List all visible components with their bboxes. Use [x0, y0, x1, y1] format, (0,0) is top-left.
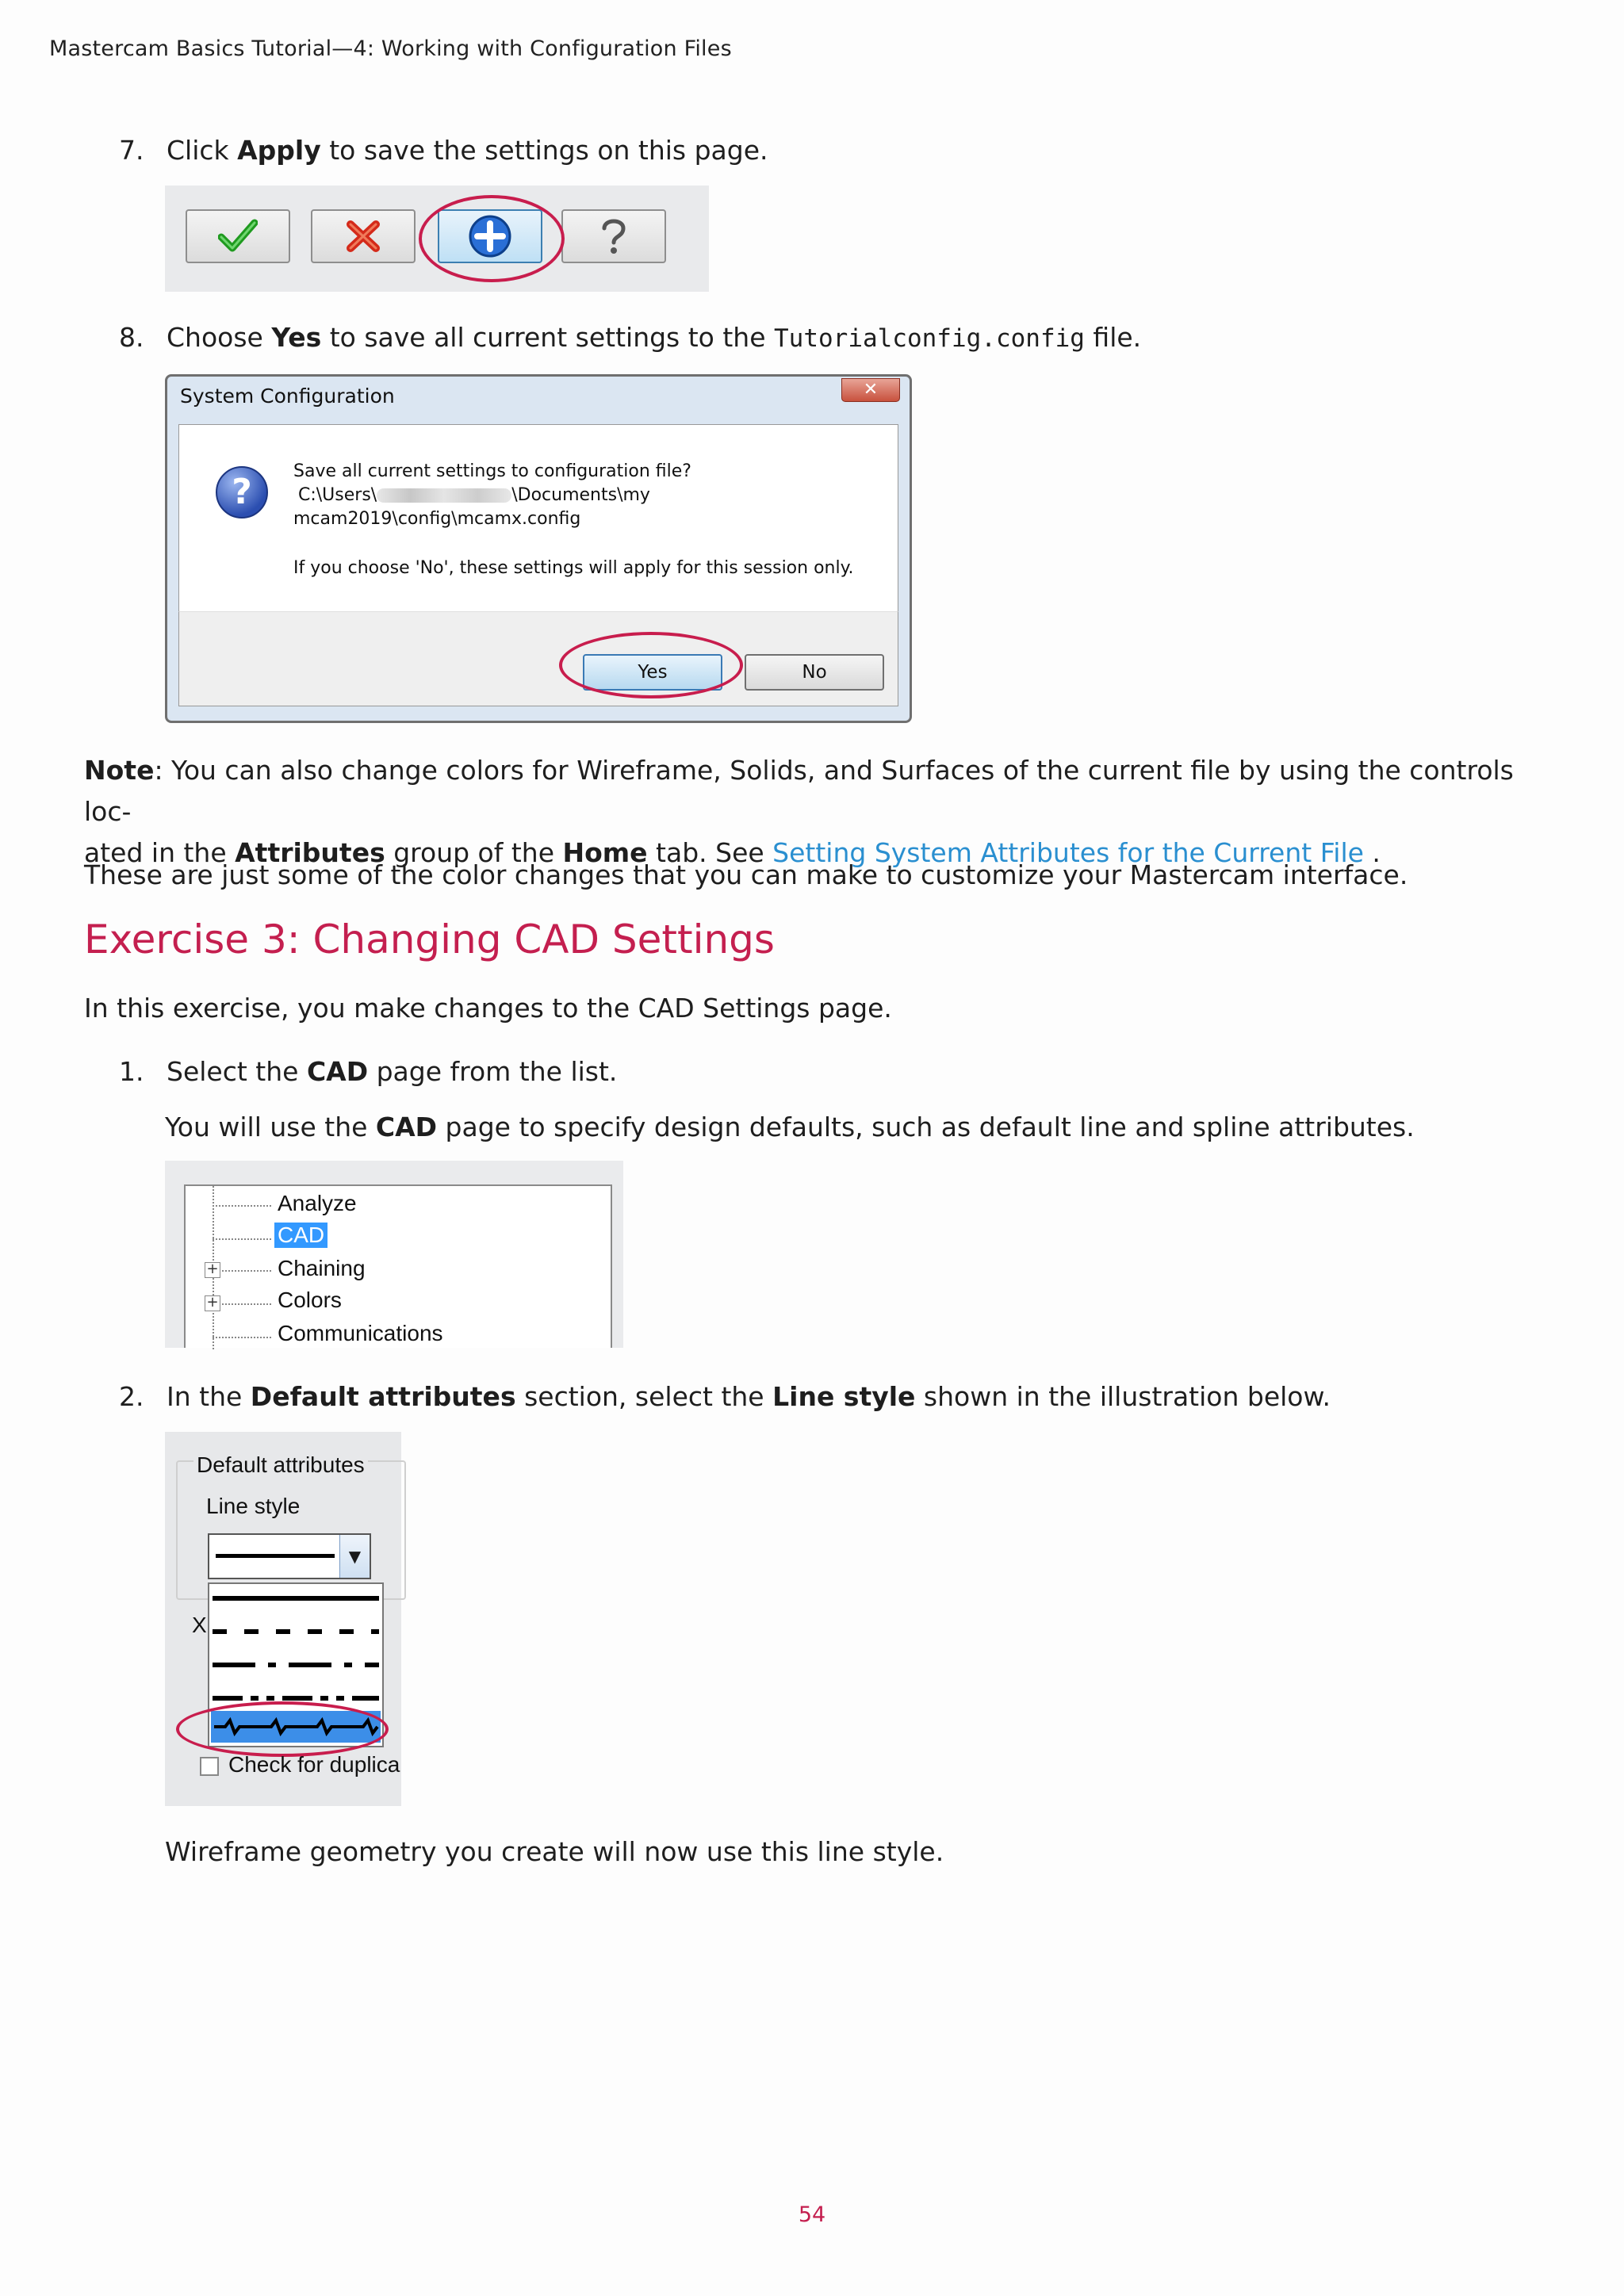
question-icon: ?	[216, 466, 268, 519]
solid-line-preview	[216, 1554, 335, 1558]
path-end: \Documents\my	[511, 485, 650, 505]
step-text: page from the list.	[368, 1056, 618, 1087]
dialog-message-line: mcam2019\config\mcamx.config	[293, 509, 581, 529]
line-style-screenshot	[165, 1432, 401, 1806]
tree-connector	[213, 1205, 271, 1207]
running-header: Mastercam Basics Tutorial—4: Working with Configuration Files	[49, 36, 732, 61]
cancel-x-icon	[344, 218, 382, 254]
dialog-message-line: If you choose 'No', these settings will apply for this session only.	[293, 558, 854, 578]
tree-item-analyze[interactable]: Analyze	[278, 1191, 357, 1215]
tree-connector	[213, 1238, 271, 1240]
redacted-username	[377, 488, 511, 503]
tree-item-communications[interactable]: Communications	[278, 1321, 443, 1345]
tree-connector	[213, 1303, 271, 1305]
highlight-circle	[176, 1701, 389, 1757]
field-label: Line style	[206, 1494, 301, 1518]
dialog-toolbar-screenshot	[165, 186, 709, 292]
filename-code: Tutorialconfig.config	[774, 324, 1085, 353]
step-1	[119, 1051, 617, 1093]
note-text: : You can also change colors for Wireframe, Solids, and Surfaces of the current file by using the controls loc-	[84, 755, 1514, 827]
step-number: 8.	[119, 322, 144, 353]
step-text: You will use the	[165, 1112, 376, 1142]
step-text: to save the settings on this page.	[320, 135, 768, 166]
tree-connector	[213, 1337, 271, 1338]
ok-check-icon	[218, 218, 258, 254]
step-text: Select the	[167, 1056, 307, 1087]
step-text: section, select the	[515, 1381, 773, 1412]
step-2	[119, 1376, 1331, 1418]
note-text: ated in the	[84, 837, 236, 868]
tree-item-colors[interactable]: Colors	[278, 1288, 342, 1312]
step-bold: Line style	[772, 1381, 916, 1412]
note-bold: Home	[562, 837, 648, 868]
note-text: group of the	[385, 837, 563, 868]
note-label: Note	[84, 755, 155, 786]
step-text: to save all current settings to the	[321, 322, 774, 353]
step-bold: Apply	[237, 135, 321, 166]
step-1-detail	[165, 1107, 1415, 1148]
checkbox-label: Check for duplica	[228, 1752, 400, 1777]
tree-item-cad[interactable]: CAD	[274, 1223, 327, 1248]
close-icon[interactable]: ✕	[841, 378, 900, 402]
dialog-message-path	[298, 485, 650, 505]
path-start: C:\Users\	[298, 485, 377, 505]
step-bold: CAD	[375, 1112, 438, 1142]
cancel-button[interactable]	[311, 209, 416, 263]
note-text: .	[1363, 837, 1381, 868]
step-number: 7.	[119, 135, 144, 166]
highlight-circle	[419, 195, 565, 282]
step-bold: Yes	[271, 322, 322, 353]
step-text: Choose	[167, 322, 272, 353]
section-heading: Exercise 3: Changing CAD Settings	[84, 916, 775, 962]
tree-connector	[213, 1270, 271, 1272]
dialog-body	[178, 424, 898, 611]
expand-icon[interactable]: +	[205, 1262, 220, 1278]
settings-tree	[184, 1184, 612, 1348]
expand-icon[interactable]: +	[205, 1295, 220, 1311]
help-button[interactable]	[561, 209, 666, 263]
settings-page-tree-screenshot	[165, 1161, 623, 1348]
step-text: In the	[167, 1381, 251, 1412]
note-text: tab. See	[647, 837, 773, 868]
duplicate-checkbox[interactable]	[200, 1757, 219, 1776]
dialog-title: System Configuration	[180, 385, 395, 408]
highlight-circle	[559, 632, 743, 698]
no-button[interactable]: No	[745, 654, 884, 691]
step-7	[119, 130, 768, 171]
step-text: shown in the illustration below.	[915, 1381, 1331, 1412]
exercise-intro: In this exercise, you make changes to the CAD Settings page.	[84, 993, 892, 1024]
body-paragraph: These are just some of the color changes that you can make to customize your Mastercam interface.	[84, 859, 1408, 890]
step-text: file.	[1084, 322, 1142, 353]
yes-button[interactable]: Yes	[583, 654, 722, 691]
page-number: 54	[798, 2202, 826, 2227]
step-bold: CAD	[306, 1056, 369, 1087]
cross-reference-link[interactable]: Setting System Attributes for the Current File	[772, 837, 1364, 868]
help-question-icon	[596, 216, 631, 257]
step-number: 1.	[119, 1056, 144, 1087]
step-8	[119, 317, 1141, 359]
line-style-dropdown[interactable]	[208, 1533, 371, 1579]
x-mark: X	[192, 1613, 207, 1637]
system-configuration-dialog	[165, 374, 912, 723]
step-number: 2.	[119, 1381, 144, 1412]
tree-item-chaining[interactable]: Chaining	[278, 1256, 366, 1280]
group-label: Default attributes	[193, 1452, 368, 1478]
dialog-message-line: Save all current settings to configuration file?	[293, 461, 691, 481]
step-text: Click	[167, 135, 238, 166]
ok-button[interactable]	[186, 209, 290, 263]
note-bold: Attributes	[235, 837, 385, 868]
step-bold: Default attributes	[250, 1381, 516, 1412]
result-paragraph: Wireframe geometry you create will now use this line style.	[165, 1836, 944, 1867]
chevron-down-icon[interactable]: ▼	[339, 1535, 370, 1578]
step-text: page to specify design defaults, such as default line and spline attributes.	[437, 1112, 1415, 1142]
